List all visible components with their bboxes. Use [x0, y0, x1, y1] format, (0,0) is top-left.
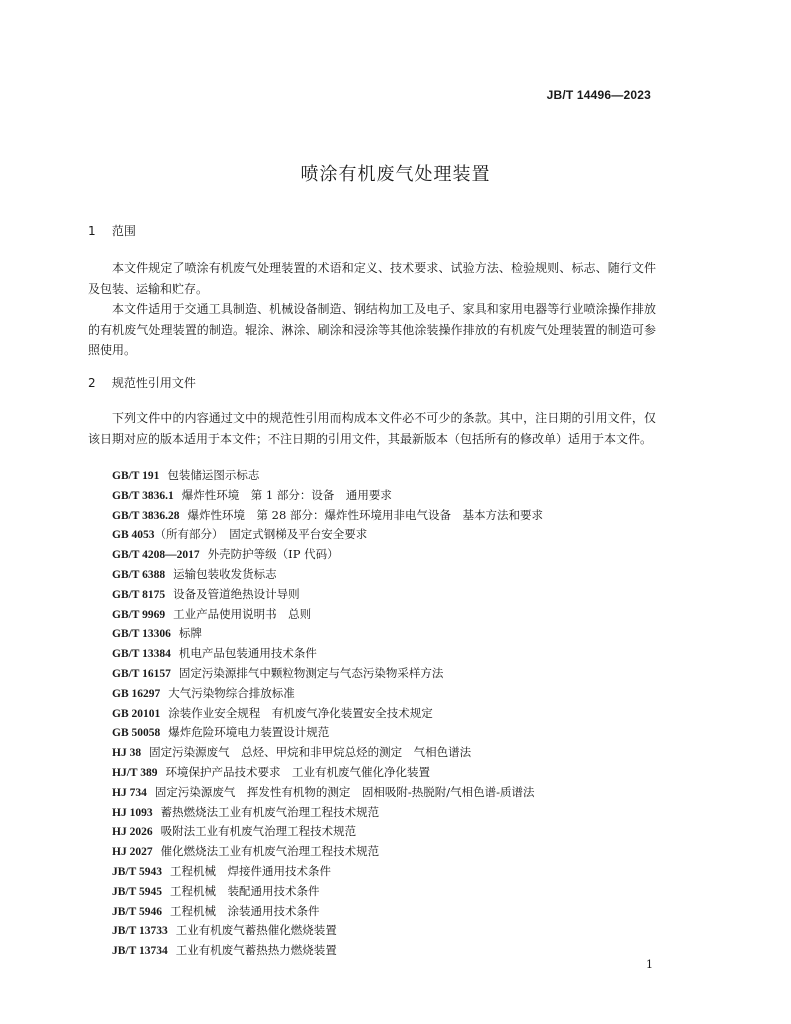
reference-item: [112, 822, 543, 842]
reference-title: 固定污染源排气中颗粒物测定与气态污染物采样方法: [178, 665, 444, 680]
reference-title: 爆炸危险环境电力装置设计规范: [168, 725, 330, 740]
reference-item: [112, 585, 543, 605]
reference-title: 吸附法工业有机废气治理工程技术规范: [160, 824, 357, 839]
reference-title: 催化燃烧法工业有机废气治理工程技术规范: [160, 844, 380, 859]
reference-code: HJ 734: [112, 786, 147, 799]
section-number: 1: [88, 224, 96, 238]
reference-item: [112, 921, 543, 941]
reference-code: GB/T 9969: [112, 608, 166, 621]
reference-item: [112, 565, 543, 585]
reference-title: 涂装作业安全规程 有机废气净化装置安全技术规定: [168, 705, 433, 720]
reference-title: （所有部分） 固定式钢梯及平台安全要求: [154, 527, 368, 542]
reference-code: GB 50058: [112, 727, 161, 740]
page-number: 1: [646, 958, 653, 971]
reference-code: GB/T 16157: [112, 667, 171, 680]
reference-title: 固定污染源废气 总烃、甲烷和非甲烷总烃的测定 气相色谱法: [149, 745, 472, 760]
reference-item: [112, 624, 543, 644]
reference-title: 工业产品使用说明书 总则: [173, 606, 312, 621]
reference-item: [112, 783, 543, 803]
reference-code: GB/T 3836.28: [112, 509, 180, 522]
reference-item: [112, 545, 543, 565]
reference-code: GB 20101: [112, 707, 161, 720]
reference-code: JB/T 13734: [112, 945, 168, 958]
reference-code: GB/T 6388: [112, 568, 166, 581]
reference-title: 设备及管道绝热设计导则: [173, 586, 300, 601]
reference-code: HJ 38: [112, 747, 142, 760]
reference-code: GB/T 191: [112, 470, 160, 482]
reference-item: [112, 664, 543, 684]
reference-code: GB/T 13306: [112, 628, 171, 641]
reference-item: [112, 743, 543, 763]
reference-code: HJ 2026: [112, 826, 153, 839]
reference-code: HJ 1093: [112, 806, 153, 819]
reference-item: [112, 882, 543, 902]
reference-code: JB/T 5945: [112, 885, 162, 898]
reference-title: 机电产品包装通用技术条件: [178, 646, 317, 661]
reference-code: GB/T 8175: [112, 588, 166, 601]
reference-item: [112, 902, 543, 922]
reference-item: [112, 644, 543, 664]
reference-title: 工程机械 焊接件通用技术条件: [169, 863, 331, 878]
section-1-heading: [88, 222, 136, 239]
reference-code: JB/T 5946: [112, 905, 162, 918]
reference-title: 环境保护产品技术要求 工业有机废气催化净化装置: [165, 764, 430, 779]
section-heading-text: 规范性引用文件: [111, 376, 196, 390]
normative-references-list: [112, 466, 543, 961]
reference-title: 固定污染源废气 挥发性有机物的测定 固相吸附-热脱附/气相色谱-质谱法: [154, 784, 535, 799]
standard-number: JB/T 14496—2023: [546, 88, 651, 102]
section-heading-text: 范围: [111, 224, 136, 238]
reference-item: [112, 486, 543, 506]
reference-code: HJ/T 389: [112, 766, 158, 779]
reference-code: GB/T 13384: [112, 648, 171, 661]
reference-item: [112, 684, 543, 704]
reference-item: [112, 763, 543, 783]
reference-title: 工业有机废气蓄热热力燃烧装置: [175, 943, 337, 958]
reference-item: [112, 842, 543, 862]
reference-item: [112, 506, 543, 526]
reference-item: [112, 862, 543, 882]
reference-item: [112, 466, 543, 486]
reference-title: 大气污染物综合排放标准: [168, 685, 295, 700]
reference-title: 工业有机废气蓄热催化燃烧装置: [175, 923, 337, 938]
reference-title: 爆炸性环境 第 1 部分：设备 通用要求: [181, 487, 392, 502]
reference-code: HJ 2027: [112, 846, 153, 859]
reference-item: [112, 723, 543, 743]
references-intro-paragraph: 下列文件中的内容通过文中的规范性引用而构成本文件必不可少的条款。其中，注日期的引用文件，仅该日期对应的版本适用于本文件；不注日期的引用文件，其最新版本（包括所有的修改单）适用于本文件。: [88, 411, 656, 446]
reference-item: [112, 941, 543, 961]
reference-code: GB 16297: [112, 687, 161, 700]
reference-code: GB/T 3836.1: [112, 489, 174, 502]
section-2-heading: [88, 374, 196, 391]
reference-title: 工程机械 装配通用技术条件: [169, 883, 320, 898]
reference-title: 蓄热燃烧法工业有机废气治理工程技术规范: [160, 804, 380, 819]
reference-title: 运输包装收发货标志: [173, 566, 277, 581]
section-number: 2: [88, 376, 96, 390]
reference-title: 标牌: [178, 626, 202, 641]
reference-code: JB/T 5943: [112, 865, 162, 878]
reference-code: JB/T 13733: [112, 925, 168, 938]
reference-title: 爆炸性环境 第 28 部分：爆炸性环境用非电气设备 基本方法和要求: [187, 507, 543, 522]
reference-item: [112, 605, 543, 625]
reference-title: 外壳防护等级（IP 代码）: [207, 547, 339, 562]
reference-code: GB/T 4208—2017: [112, 549, 200, 562]
scope-paragraph: 本文件适用于交通工具制造、机械设备制造、钢结构加工及电子、家具和家用电器等行业喷涂操作排放的有机废气处理装置的制造。辊涂、淋涂、刷涂和浸涂等其他涂装操作排放的有机废气处理装置的制造可参照使用。: [88, 302, 656, 357]
reference-item: [112, 803, 543, 823]
reference-title: 包装储运图示标志: [167, 468, 260, 482]
scope-paragraph: 本文件规定了喷涂有机废气处理装置的术语和定义、技术要求、试验方法、检验规则、标志、随行文件及包装、运输和贮存。: [88, 261, 656, 296]
reference-code: GB 4053: [112, 529, 155, 542]
reference-item: [112, 704, 543, 724]
reference-item: [112, 525, 543, 545]
document-title: 喷涂有机废气处理装置: [300, 164, 491, 185]
reference-title: 工程机械 涂装通用技术条件: [169, 903, 320, 918]
